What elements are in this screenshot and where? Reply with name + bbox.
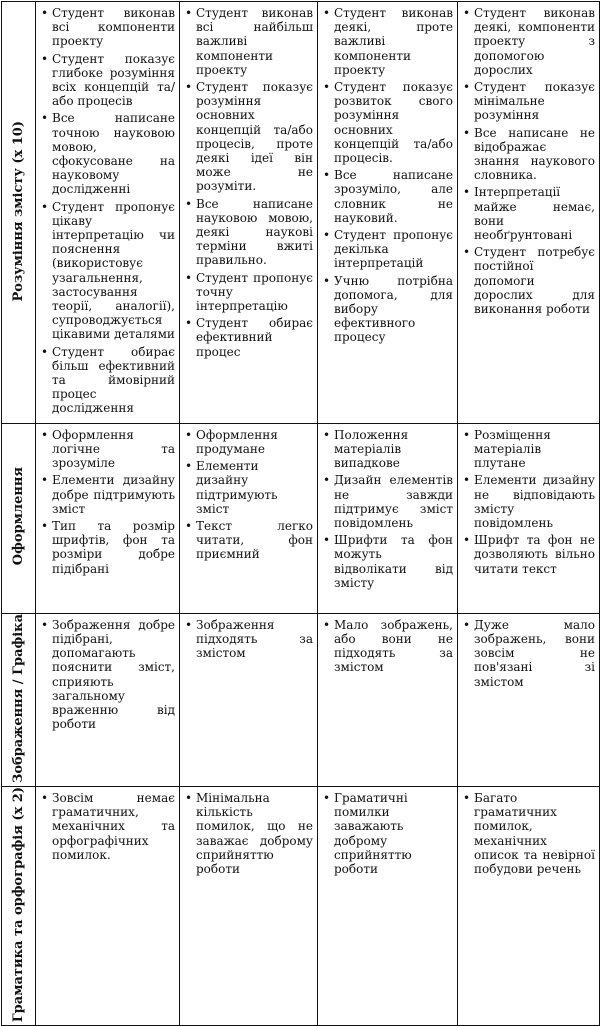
criterion-item: • Все написане точною науковою мовою, сфокусоване на науковому дослідженні <box>40 111 175 196</box>
criterion-item: • Студент показує мінімальне розуміння <box>462 80 595 123</box>
criteria-cell <box>318 786 458 1026</box>
criterion-item: • Студент обирає ефективний процес <box>184 316 313 359</box>
criterion-item: • Студент виконав деякі, компоненти проекту з допомогою дорослих <box>462 6 595 77</box>
criterion-item: • Оформлення продумане <box>184 428 313 456</box>
criterion-item: • Шрифти та фон можуть відволікати від змісту <box>322 533 453 590</box>
criterion-item: • Все написане науковою мовою, деякі наукові терміни вжиті правильно. <box>184 197 313 268</box>
criterion-item: • Текст легко читати, фон приємний <box>184 519 313 562</box>
criteria-cell <box>36 613 180 786</box>
row-header: Зображення / Графіка <box>2 613 36 786</box>
criterion-item: • Студент показує розуміння основних концепцій та/або процесів, проте деякі ідеї він може не розуміти. <box>184 80 313 194</box>
row-header: Оформлення <box>2 423 36 613</box>
criteria-cell <box>318 2 458 424</box>
row-header: Граматика та орфографія (x 2) <box>2 786 36 1026</box>
criterion-item: • Розміщення матеріалів плутане <box>462 428 595 471</box>
criterion-item: • Елементи дизайну не відповідають змісту повідомлень <box>462 473 595 530</box>
criterion-item: • Дизайн елементів не завжди підтримує зміст повідомлень <box>322 473 453 530</box>
criterion-item: • Студент пропонує декілька інтерпретацій <box>322 228 453 271</box>
criterion-item: • Зображення підходять за змістом <box>184 618 313 661</box>
criteria-cell <box>458 613 600 786</box>
row-header: Розуміння змісту (x 10) <box>2 2 36 424</box>
criteria-cell <box>318 423 458 613</box>
criterion-item: • Студент показує розвиток свого розуміння основних концепцій та/або процесів. <box>322 80 453 165</box>
criterion-item: • Тип та розмір шрифтів, фон та розміри добре підібрані <box>40 519 175 576</box>
criterion-item: • Студент виконав деякі, проте важливі компоненти проекту <box>322 6 453 77</box>
rubric-table <box>1 1 600 1026</box>
criterion-item: • Студент обирає більш ефективний та ймовірний процес дослідження <box>40 345 175 416</box>
criterion-item: • Зовсім немає граматичних, механічних та орфографічних помилок. <box>40 791 175 862</box>
criterion-item: • Елементи дизайну добре підтримують зміст <box>40 473 175 516</box>
criterion-item: • Студент виконав всі найбільш важливі компоненти проекту <box>184 6 313 77</box>
rubric-row-content-understanding <box>2 2 600 424</box>
criteria-cell <box>458 423 600 613</box>
criteria-cell <box>180 423 318 613</box>
criterion-item: • Все написане зрозуміло, але словник не науковий. <box>322 168 453 225</box>
rubric-row-images <box>2 613 600 786</box>
criterion-item: • Студент виконав всі компоненти проекту <box>40 6 175 49</box>
criterion-item: • Шрифт та фон не дозволяють вільно читати текст <box>462 533 595 576</box>
criteria-cell <box>458 786 600 1026</box>
criterion-item: • Учню потрібна допомога, для вибору ефективного процесу <box>322 274 453 345</box>
criteria-cell <box>318 613 458 786</box>
criteria-cell <box>36 423 180 613</box>
criteria-cell <box>180 613 318 786</box>
criterion-item: • Граматичні помилки заважають доброму сприйняттю роботи <box>322 791 453 876</box>
criterion-item: • Багато граматичних помилок, механічних описок та невірної побудови речень <box>462 791 595 876</box>
criteria-cell <box>36 786 180 1026</box>
criterion-item: • Мало зображень, або вони не підходять за змістом <box>322 618 453 675</box>
criteria-cell <box>458 2 600 424</box>
rubric-row-grammar <box>2 786 600 1026</box>
criterion-item: • Мінімальна кількість помилок, що не заважає доброму сприйняттю роботи <box>184 791 313 876</box>
criterion-item: • Все написане не відображає знання наукового словника. <box>462 126 595 183</box>
criterion-item: • Положення матеріалів випадкове <box>322 428 453 471</box>
criterion-item: • Оформлення логічне та зрозуміле <box>40 428 175 471</box>
criteria-cell <box>36 2 180 424</box>
criteria-cell <box>180 786 318 1026</box>
criterion-item: • Студент показує глибоке розуміння всіх концепцій та/або процесів <box>40 52 175 109</box>
criteria-cell <box>180 2 318 424</box>
criterion-item: • Зображення добре підібрані, допомагають пояснити зміст, сприяють загальному враженню від роботи <box>40 618 175 732</box>
rubric-row-design <box>2 423 600 613</box>
criterion-item: • Дуже мало зображень, вони зовсім не пов'язані зі змістом <box>462 618 595 689</box>
criterion-item: • Студент пропонує цікаву інтерпретацію чи пояснення (використовує узагальнення, застосування теорії, аналогії), супроводжується цікавими деталями <box>40 200 175 342</box>
criterion-item: • Студент пропонує точну інтерпретацію <box>184 271 313 314</box>
criterion-item: • Елементи дизайну підтримують зміст <box>184 459 313 516</box>
criterion-item: • Інтерпретації майже немає, вони необґрунтовані <box>462 185 595 242</box>
criterion-item: • Студент потребує постійної допомоги дорослих для виконання роботи <box>462 245 595 316</box>
